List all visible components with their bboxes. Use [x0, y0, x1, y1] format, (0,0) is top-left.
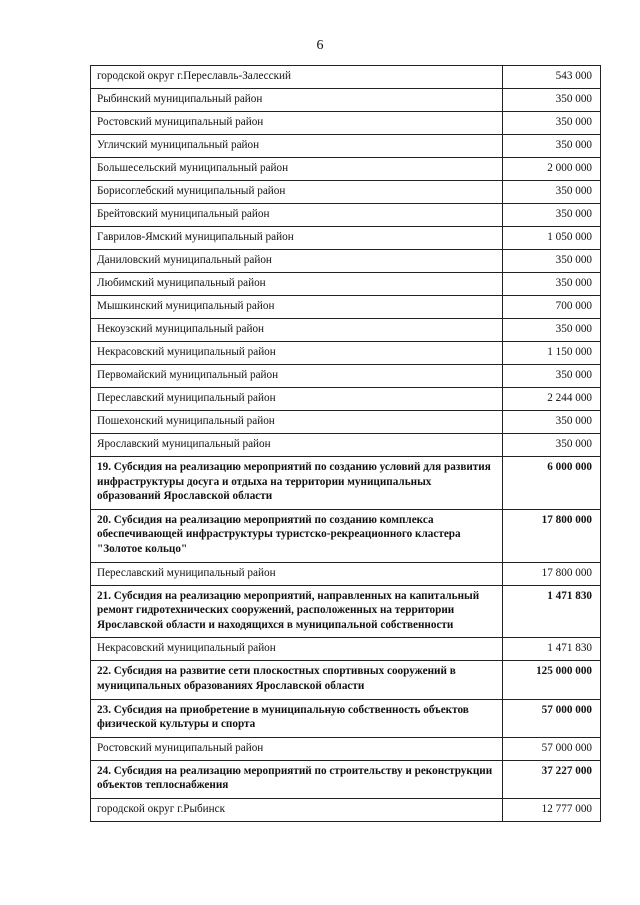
table-body	[91, 66, 601, 822]
row-name: Первомайский муниципальный район	[91, 365, 503, 388]
row-name: Ростовский муниципальный район	[91, 737, 503, 760]
table-row	[91, 112, 601, 135]
row-name: Ярославский муниципальный район	[91, 434, 503, 457]
table-row	[91, 227, 601, 250]
row-name: 24. Субсидия на реализацию мероприятий по строительству и реконструкции объектов теплоснабжения	[91, 760, 503, 798]
table-row	[91, 434, 601, 457]
row-amount: 700 000	[503, 296, 601, 319]
row-amount: 57 000 000	[503, 699, 601, 737]
table-row	[91, 388, 601, 411]
row-amount: 350 000	[503, 250, 601, 273]
row-amount: 350 000	[503, 434, 601, 457]
table-row	[91, 342, 601, 365]
row-amount: 125 000 000	[503, 661, 601, 699]
row-amount: 1 471 830	[503, 638, 601, 661]
table-row	[91, 737, 601, 760]
row-name: Борисоглебский муниципальный район	[91, 181, 503, 204]
row-amount: 17 800 000	[503, 509, 601, 562]
row-amount: 2 244 000	[503, 388, 601, 411]
subsidy-heading-row	[91, 760, 601, 798]
row-name: городской округ г.Рыбинск	[91, 798, 503, 821]
subsidy-heading-row	[91, 509, 601, 562]
table-row	[91, 181, 601, 204]
row-amount: 6 000 000	[503, 457, 601, 510]
row-amount: 350 000	[503, 204, 601, 227]
row-name: Некоузский муниципальный район	[91, 319, 503, 342]
row-amount: 1 050 000	[503, 227, 601, 250]
row-amount: 17 800 000	[503, 562, 601, 585]
row-amount: 350 000	[503, 365, 601, 388]
row-amount: 350 000	[503, 112, 601, 135]
row-name: Переславский муниципальный район	[91, 388, 503, 411]
table-row	[91, 135, 601, 158]
row-amount: 37 227 000	[503, 760, 601, 798]
table-row	[91, 89, 601, 112]
table-row	[91, 250, 601, 273]
row-amount: 1 471 830	[503, 585, 601, 638]
row-amount: 350 000	[503, 319, 601, 342]
row-name: Пошехонский муниципальный район	[91, 411, 503, 434]
subsidy-heading-row	[91, 457, 601, 510]
table-row	[91, 411, 601, 434]
row-name: Мышкинский муниципальный район	[91, 296, 503, 319]
row-name: Гаврилов-Ямский муниципальный район	[91, 227, 503, 250]
row-amount: 350 000	[503, 135, 601, 158]
row-amount: 350 000	[503, 89, 601, 112]
table-row	[91, 562, 601, 585]
row-name: 20. Субсидия на реализацию мероприятий по созданию комплекса обеспечивающей инфраструктуры туристско-рекреационного кластера "Золотое кольцо"	[91, 509, 503, 562]
row-name: 21. Субсидия на реализацию мероприятий, направленных на капитальный ремонт гидротехнических сооружений, расположенных на территории Ярославской области и находящихся в муниципальной собственности	[91, 585, 503, 638]
row-name: Некрасовский муниципальный район	[91, 342, 503, 365]
row-amount: 12 777 000	[503, 798, 601, 821]
row-name: Брейтовский муниципальный район	[91, 204, 503, 227]
subsidy-heading-row	[91, 699, 601, 737]
row-name: Некрасовский муниципальный район	[91, 638, 503, 661]
table-row	[91, 638, 601, 661]
row-amount: 543 000	[503, 66, 601, 89]
row-amount: 350 000	[503, 273, 601, 296]
table-row	[91, 296, 601, 319]
subsidy-heading-row	[91, 661, 601, 699]
row-amount: 2 000 000	[503, 158, 601, 181]
row-name: Ростовский муниципальный район	[91, 112, 503, 135]
subsidy-heading-row	[91, 585, 601, 638]
row-name: 23. Субсидия на приобретение в муниципальную собственность объектов физической культуры и спорта	[91, 699, 503, 737]
table-row	[91, 273, 601, 296]
table-row	[91, 798, 601, 821]
table-row	[91, 204, 601, 227]
table-row	[91, 158, 601, 181]
row-name: Переславский муниципальный район	[91, 562, 503, 585]
row-name: Большесельский муниципальный район	[91, 158, 503, 181]
table-row	[91, 319, 601, 342]
row-amount: 350 000	[503, 181, 601, 204]
row-amount: 350 000	[503, 411, 601, 434]
row-name: городской округ г.Переславль-Залесский	[91, 66, 503, 89]
table-row	[91, 66, 601, 89]
row-name: 22. Субсидия на развитие сети плоскостных спортивных сооружений в муниципальных образованиях Ярославской области	[91, 661, 503, 699]
row-name: Любимский муниципальный район	[91, 273, 503, 296]
subsidy-table	[90, 65, 601, 822]
row-amount: 57 000 000	[503, 737, 601, 760]
row-name: Угличский муниципальный район	[91, 135, 503, 158]
row-name: Даниловский муниципальный район	[91, 250, 503, 273]
page-number: 6	[316, 38, 324, 53]
table-row	[91, 365, 601, 388]
row-name: 19. Субсидия на реализацию мероприятий по созданию условий для развития инфраструктуры досуга и отдыха на территории муниципальных образований Ярославской области	[91, 457, 503, 510]
row-amount: 1 150 000	[503, 342, 601, 365]
row-name: Рыбинский муниципальный район	[91, 89, 503, 112]
